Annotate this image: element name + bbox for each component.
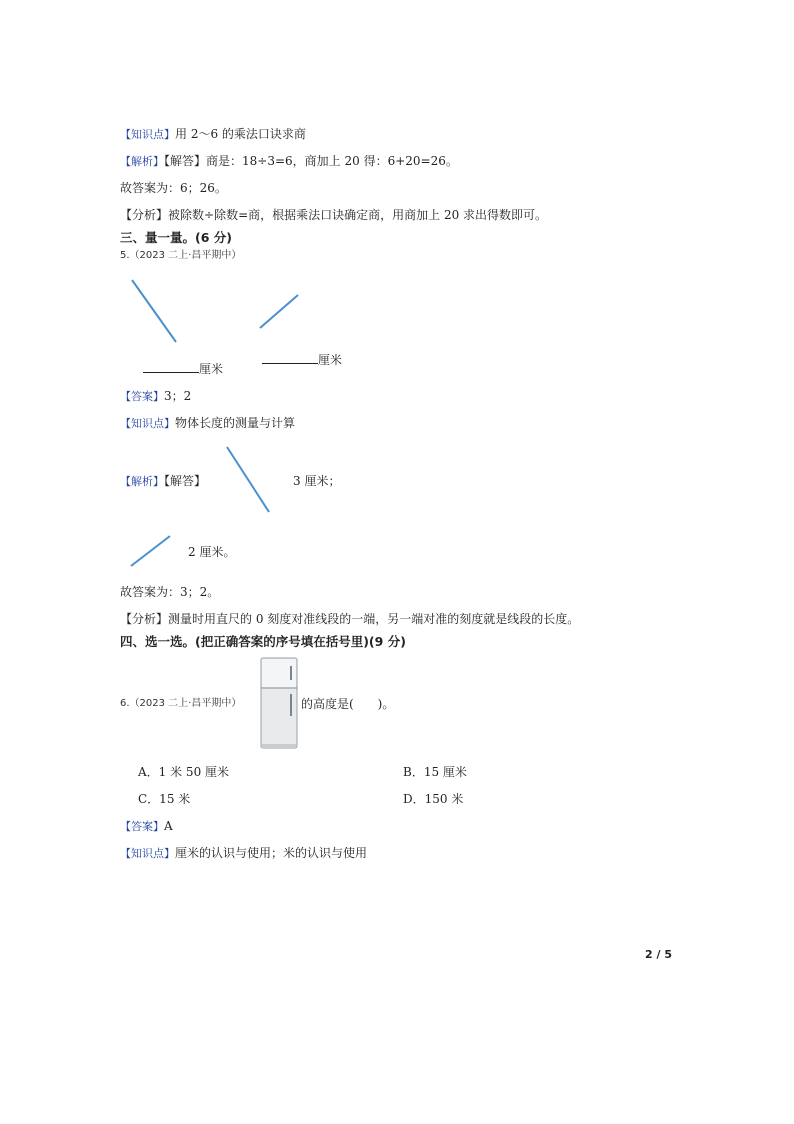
knowledge-tag: 【知识点】	[120, 128, 175, 141]
answer-tag: 【答案】	[120, 390, 164, 403]
q5-source: 5.（2023 二上·昌平期中）	[120, 250, 242, 261]
q4-answer-line: 故答案为：6；26。	[120, 181, 227, 195]
option-a[interactable]: A．1 米 50 厘米	[138, 765, 230, 779]
reasoning-tag: 【分析】	[120, 208, 169, 222]
answer-tag: 【答案】	[120, 820, 164, 833]
reasoning-text: 被除数÷除数=商，根据乘法口诀确定商，用商加上 20 求出得数即可。	[168, 208, 548, 222]
section-4-title: 四、选一选。(把正确答案的序号填在括号里)(9 分)	[120, 634, 406, 649]
refrigerator-image	[259, 658, 299, 750]
answer-text: 3；2	[164, 389, 192, 403]
option-c[interactable]: C．15 米	[138, 792, 191, 806]
q5-answer-line: 故答案为：3；2。	[120, 585, 220, 599]
knowledge-text: 物体长度的测量与计算	[175, 416, 296, 430]
answer-text: A	[164, 819, 173, 833]
q6-stem: 的高度是( )。	[301, 697, 395, 711]
q6-answer	[120, 818, 173, 835]
option-d[interactable]: D．150 米	[403, 792, 464, 806]
knowledge-tag: 【知识点】	[120, 847, 175, 860]
section-3-title: 三、量一量。(6 分)	[120, 230, 232, 245]
q6-knowledge-point	[120, 845, 367, 862]
analysis-tag: 【解析】	[120, 155, 164, 168]
q6-source: 6.（2023 二上·昌平期中）	[120, 698, 242, 709]
reasoning-tag: 【分析】	[120, 612, 169, 626]
q5-reasoning	[120, 611, 579, 627]
q5-label-3cm: 3 厘米；	[293, 474, 341, 488]
knowledge-tag: 【知识点】	[120, 417, 175, 430]
knowledge-text: 用 2～6 的乘法口诀求商	[175, 127, 306, 141]
unit-label: 厘米	[318, 353, 343, 367]
solution-tag: 【解答】	[164, 474, 207, 488]
option-b[interactable]: B．15 厘米	[403, 765, 467, 779]
page-number: 2 / 5	[645, 948, 672, 961]
knowledge-text: 厘米的认识与使用；米的认识与使用	[175, 846, 368, 860]
q5-label-2cm: 2 厘米。	[188, 545, 236, 559]
reasoning-text: 测量时用直尺的 0 刻度对准线段的一端，另一端对准的刻度就是线段的长度。	[168, 612, 580, 626]
solution-tag: 【解答】	[164, 154, 207, 168]
analysis-tag: 【解析】	[120, 475, 164, 488]
analysis-text: 商是：18÷3=6，商加上 20 得：6+20=26。	[206, 154, 458, 168]
unit-label: 厘米	[199, 362, 224, 376]
